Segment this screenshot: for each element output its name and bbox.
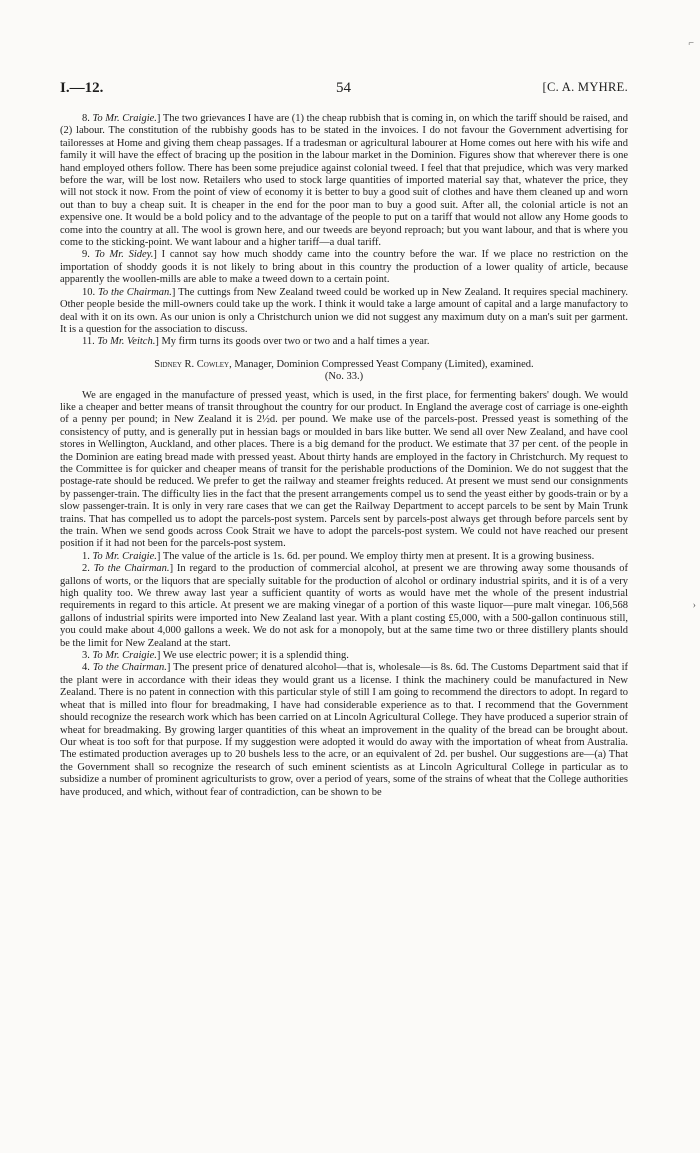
paragraph-10: 10. To the Chairman.] The cuttings from New Zealand tweed could be worked up in New Zealand. It requires special machinery. Other people beside the mill-owners could take up the work. I think it would take a large amount of capital and a large manufactory to deal with it on its own. As our union is only a Christchurch union we did not suggest any maximum duty on a man's suit per garment. It is a question for the association to discuss. [60, 286, 629, 335]
margin-mark: ⌐ [688, 38, 694, 49]
paragraph-3: 3. To Mr. Craigie.] We use electric power; it is a splendid thing. [82, 650, 349, 662]
paper-reference: I.—12. [60, 80, 104, 96]
paragraph-11: 11. To Mr. Veitch.] My firm turns its goods over two or two and a half times a year. [82, 336, 430, 348]
paragraph-8: 8. To Mr. Craigie.] The two grievances I have are (1) the cheap rubbish that is coming in, on which the tariff should be raised, and (2) labour. The constitution of the rubbishy goods has to be stated in the invoices. I do not favour the Government advertising for tailoresses at Home and giving them cheap passages. If a tradesman or agricultural labourer at Home comes out here with his wife and family it will have the effect of bracing up the position in the labour market in the Dominion. Figures show that wherever there is one hand employed others follow. There has been some prejudice against colonial tweed. I feel that that prejudice, which was very marked before the war, will be lost now. Retailers who used to stock large quantities of imported material say that, whatever the price, they will not stock it now. From the point of view of economy it is better to buy a good suit of clothes and have them cleaned up and worn out than to buy a cheap suit. It is cheaper in the end for the poor man to buy a good suit. After all, the colonial article is not an expensive one. It would be a bold policy and to the advantage of the people to put on a tariff that would not allow any Home goods to come into the country at all. The wool is grown here, and our tweeds are beyond reproach; but you want labour, and that is where you come to the sticking-point. We want labour and a higher tariff—a dual tariff. [60, 113, 628, 249]
paragraph-intro: We are engaged in the manufacture of pressed yeast, which is used, in the first place, for fermenting bakers' dough. We would like a cheaper and better means of transit throughout the country for our product. In England the average cost of carriage is one-eighth of a penny per pound; in New Zealand it is 2½d. per pound. We make use of the parcels-post. Pressed yeast is something of the consistency of putty, and is generally put in hessian bags or moulded in bars like butter. We send all over New Zealand, and have cool stores in Wellington, Auckland, and other places. There is a big demand for the product. We estimate that 37 per cent. of the people in the Dominion are eating bread made with pressed yeast. About thirty hands are employed in the factory in Christchurch. My request to the Committee is for quicker and cheaper means of transit for the perishable productions of the Dominion. We do not suggest that the postage-rate should be reduced. We prefer to get the railway and steamer freights reduced. At present we must send our consignments by passenger-train. The difficulty lies in the fact that the present arrangements compel us to send the yeast either by goods-train or by a slow passenger-train. It is only in very rare cases that we can get the Railway Department to accept parcels to be sent by Main Trunk trains. That has compelled us to adopt the parcels-post system. Parcels sent by parcels-post always get through before parcels sent by the train. When we send goods across Cook Strait we have to adopt the parcels-post system. We could not have reached our present position if it had not been for the parcels-post system. [60, 389, 628, 550]
paragraph-1: 1. To Mr. Craigie.] The value of the article is 1s. 6d. per pound. We employ thirty men at present. It is a growing business. [82, 550, 595, 562]
paragraph-2: 2. To the Chairman.] In regard to the production of commercial alcohol, at present we are throwing away some thousands of gallons of worts, or the liquors that are specially suitable for the production of alcohol or ordinary industrial spirits, and it is of a very high quality too. We threw away last year a sufficient quantity of worts as would have met the whole of the present industrial requirements in regard to this article. At present we are making vinegar of a portion of this waste liquor—pure malt vinegar. 106,568 gallons of industrial spirits were imported into New Zealand last year. With a plant costing £5,000, with a 500-gallon continuous still, you could make about 4,000 gallons a week. We do not ask for a monopoly, but at the same time two or three distillery plants should be the limit for New Zealand at the start. [60, 563, 629, 649]
witness-number: (No. 33.) [324, 371, 364, 383]
document-body [60, 113, 628, 799]
paragraph-9: 9. To Mr. Sidey.] I cannot say how much shoddy came into the country before the war. If we place no restriction on the importation of shoddy goods it is not likely to bring about in this country the production of a lower quality of article, because apparently the woollen-mills are able to make a tweed down to a certain point. [60, 249, 628, 286]
witness-running-head: [C. A. MYHRE. [542, 80, 628, 94]
page-header [60, 80, 628, 102]
paragraph-4: 4. To the Chairman.] The present price of denatured alcohol—that is, wholesale—is 8s. 6d. The Customs Department said that if the plant were in accordance with their ideas they would grant us a license. I think the machinery could be manufactured in New Zealand. There is no patent in connection with this particular style of still I am going to recommend the directors to adopt. In regard to wheat that is milled into flour for breadmaking, I have had considerable experience as to that. I recommend that the Government should recognize the research work which has been carried on at Lincoln Agricultural College. They have produced a superior strain of wheat for breadmaking. By growing larger quantities of this wheat an improvement in the quality of the bread can be brought about. Our wheat is too soft for that purpose. If my suggestion were adopted it would do away with the importation of wheat from Australia. The estimated production averages up to 20 bushels less to the acre, or an equivalent of 2d. per bushel. Our suggestions are—(a) That the Government shall so recognize the research of such eminent scientists as at Lincoln Agricultural College in particular as to subsidize a number of prominent agriculturists to grow, over a period of years, some of the strains of wheat that the College authorities have produced, and which, without fear of contradiction, can be shown to be [60, 662, 628, 798]
page-number: 54 [336, 80, 351, 96]
margin-mark: › [692, 600, 696, 611]
witness-heading: Sidney R. Cowley, Manager, Dominion Compressed Yeast Company (Limited), examined. (No. 33.) [154, 358, 534, 383]
